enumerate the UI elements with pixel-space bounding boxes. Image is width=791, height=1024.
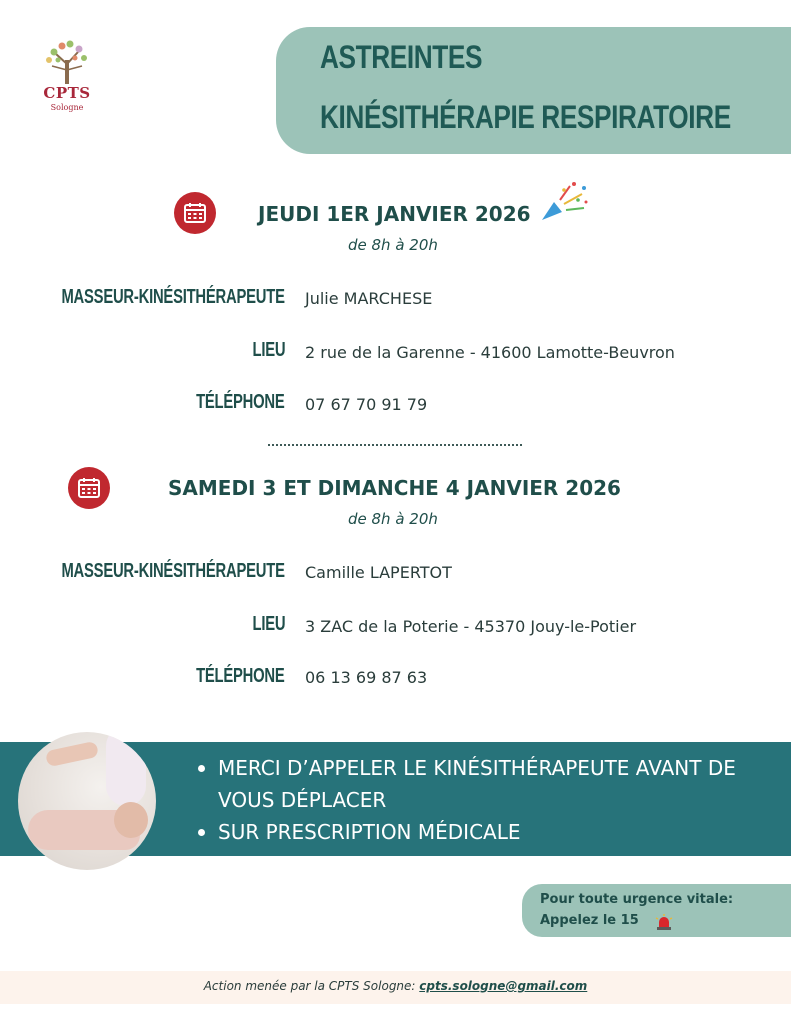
session1-therapist-name: Julie MARCHESE (305, 289, 433, 308)
confetti-icon (540, 180, 588, 222)
page-title-line1: ASTREINTES (320, 39, 483, 75)
footer (0, 971, 791, 1004)
cpts-logo (28, 40, 106, 120)
baby-photo (18, 732, 156, 870)
session2-hours: de 8h à 20h (348, 510, 438, 528)
session2-address: 3 ZAC de la Poterie - 45370 Jouy-le-Potier (305, 617, 637, 636)
session1-label-phone: TÉLÉPHONE (196, 391, 285, 413)
calendar-icon (174, 192, 216, 234)
session2-phone: 06 13 69 87 63 (305, 668, 428, 687)
session1-date: JEUDI 1ER JANVIER 2026 (258, 202, 531, 226)
session2-label-phone: TÉLÉPHONE (196, 665, 285, 687)
session2-therapist-name: Camille LAPERTOT (305, 563, 452, 582)
section-divider (268, 444, 522, 446)
page-title-line2: KINÉSITHÉRAPIE RESPIRATOIRE (320, 99, 731, 135)
siren-icon (655, 914, 673, 930)
session1-address: 2 rue de la Garenne - 41600 Lamotte-Beuvron (305, 343, 675, 362)
session1-hours: de 8h à 20h (348, 236, 438, 254)
footer-email-link[interactable]: cpts.sologne@gmail.com (419, 979, 588, 993)
emergency-box (522, 884, 791, 937)
session1-label-therapist: MASSEUR-KINÉSITHÉRAPEUTE (61, 286, 285, 308)
session2-date: SAMEDI 3 ET DIMANCHE 4 JANVIER 2026 (168, 476, 621, 500)
info-list (196, 752, 756, 848)
session2-label-therapist: MASSEUR-KINÉSITHÉRAPEUTE (61, 560, 285, 582)
tree-logo-icon (42, 40, 92, 86)
logo-brand: CPTS (43, 84, 91, 102)
session1-phone: 07 67 70 91 79 (305, 395, 428, 414)
session1-label-lieu: LIEU (252, 339, 285, 361)
emergency-line1: Pour toute urgence vitale: (540, 892, 734, 907)
emergency-line2: Appelez le 15 (540, 913, 639, 928)
session2-label-lieu: LIEU (252, 613, 285, 635)
footer-text: Action menée par la CPTS Sologne: (203, 979, 420, 993)
footer-text-wrap (0, 979, 791, 993)
info-bullet-call-first: MERCI D’APPELER LE KINÉSITHÉRAPEUTE AVANT DE VOUS DÉPLACER (196, 752, 756, 816)
title-banner (276, 27, 791, 154)
info-bullet-prescription: SUR PRESCRIPTION MÉDICALE (196, 816, 756, 848)
calendar-icon (68, 467, 110, 509)
logo-sub: Sologne (50, 103, 84, 112)
